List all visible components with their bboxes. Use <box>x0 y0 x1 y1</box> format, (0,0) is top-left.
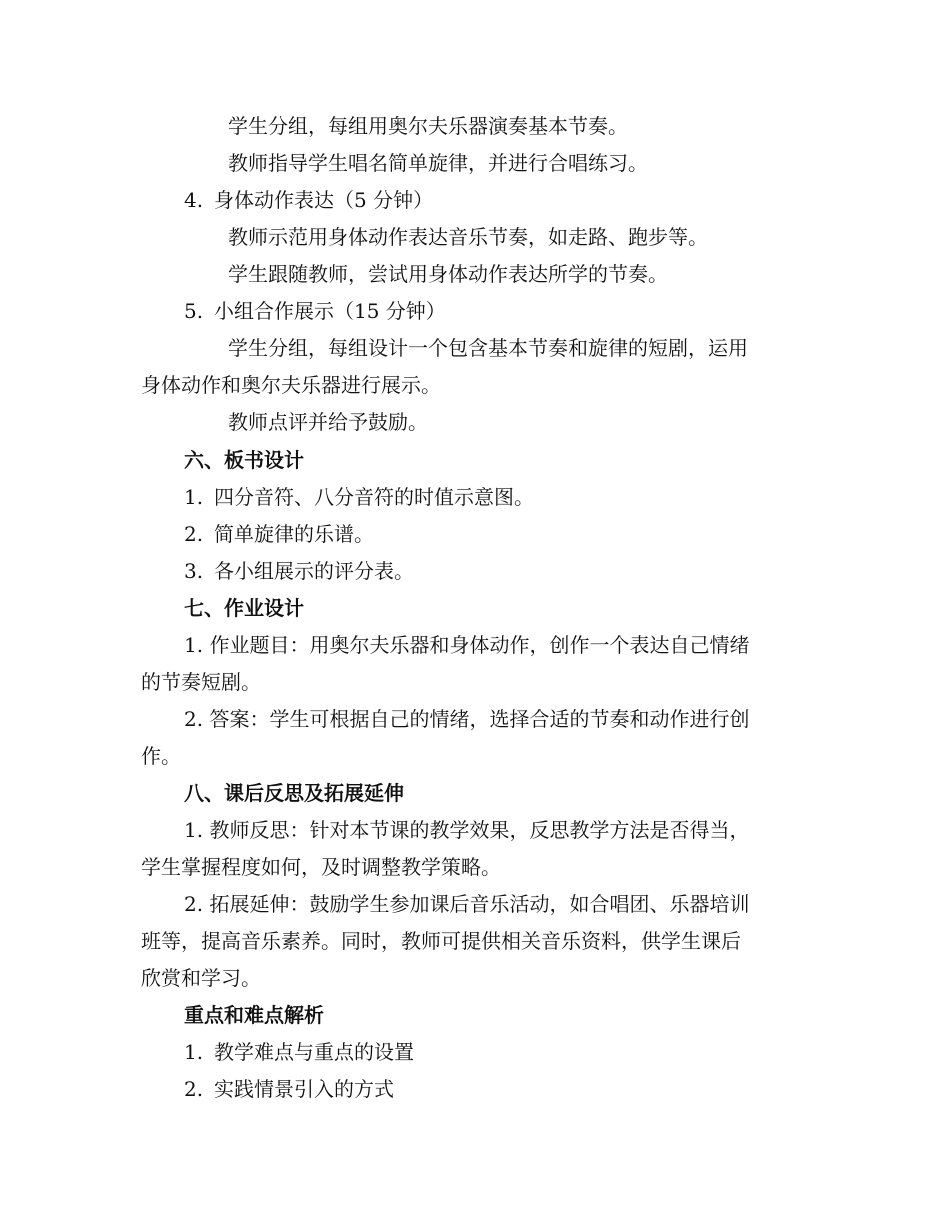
list-item <box>184 484 534 510</box>
paragraph-line: 1. 教师反思：针对本节课的教学效果，反思教学方法是否得当， <box>184 818 750 842</box>
paragraph-line: 学生跟随教师，尝试用身体动作表达所学的节奏。 <box>228 262 668 286</box>
list-text: 简单旋律的乐谱。 <box>214 522 374 546</box>
paragraph-line: 学生分组，每组用奥尔夫乐器演奏基本节奏。 <box>228 114 628 138</box>
paragraph-line: 2. 答案：学生可根据自己的情绪，选择合适的节奏和动作进行创 <box>184 707 750 731</box>
list-text: 小组合作展示（15 分钟） <box>214 299 446 323</box>
list-item <box>184 1039 414 1065</box>
list-item <box>184 558 414 584</box>
list-number: 3. <box>184 559 204 583</box>
paragraph-line: 作。 <box>141 744 181 768</box>
paragraph-line: 的节奏短剧。 <box>141 670 261 694</box>
list-item-5 <box>184 298 446 324</box>
section-heading: 重点和难点解析 <box>184 1003 324 1027</box>
paragraph-line: 2. 拓展延伸：鼓励学生参加课后音乐活动，如合唱团、乐器培训 <box>184 892 750 916</box>
paragraph-line: 教师示范用身体动作表达音乐节奏，如走路、跑步等。 <box>228 225 708 249</box>
list-number: 2. <box>184 1077 204 1101</box>
list-item <box>184 1076 394 1102</box>
paragraph-line: 1. 作业题目：用奥尔夫乐器和身体动作，创作一个表达自己情绪 <box>184 633 750 657</box>
paragraph-line: 欣赏和学习。 <box>141 966 261 990</box>
list-item-4 <box>184 187 433 213</box>
list-text: 教学难点与重点的设置 <box>214 1040 414 1064</box>
list-text: 各小组展示的评分表。 <box>214 559 414 583</box>
section-heading: 七、作业设计 <box>184 596 304 620</box>
list-text: 身体动作表达（5 分钟） <box>214 188 434 212</box>
list-item <box>184 521 374 547</box>
paragraph-line: 教师点评并给予鼓励。 <box>228 410 428 434</box>
paragraph-line: 班等，提高音乐素养。同时，教师可提供相关音乐资料，供学生课后 <box>141 929 741 953</box>
section-heading: 八、课后反思及拓展延伸 <box>184 781 404 805</box>
list-number: 1. <box>184 1040 204 1064</box>
list-text: 四分音符、八分音符的时值示意图。 <box>214 485 534 509</box>
list-number: 5. <box>184 299 204 323</box>
section-heading: 六、板书设计 <box>184 448 304 472</box>
paragraph-line: 身体动作和奥尔夫乐器进行展示。 <box>141 373 441 397</box>
list-number: 4. <box>184 188 204 212</box>
paragraph-line: 教师指导学生唱名简单旋律，并进行合唱练习。 <box>228 151 648 175</box>
paragraph-line: 学生掌握程度如何，及时调整教学策略。 <box>141 855 501 879</box>
list-text: 实践情景引入的方式 <box>214 1077 394 1101</box>
list-number: 2. <box>184 522 204 546</box>
paragraph-line: 学生分组，每组设计一个包含基本节奏和旋律的短剧，运用 <box>228 336 748 360</box>
list-number: 1. <box>184 485 204 509</box>
